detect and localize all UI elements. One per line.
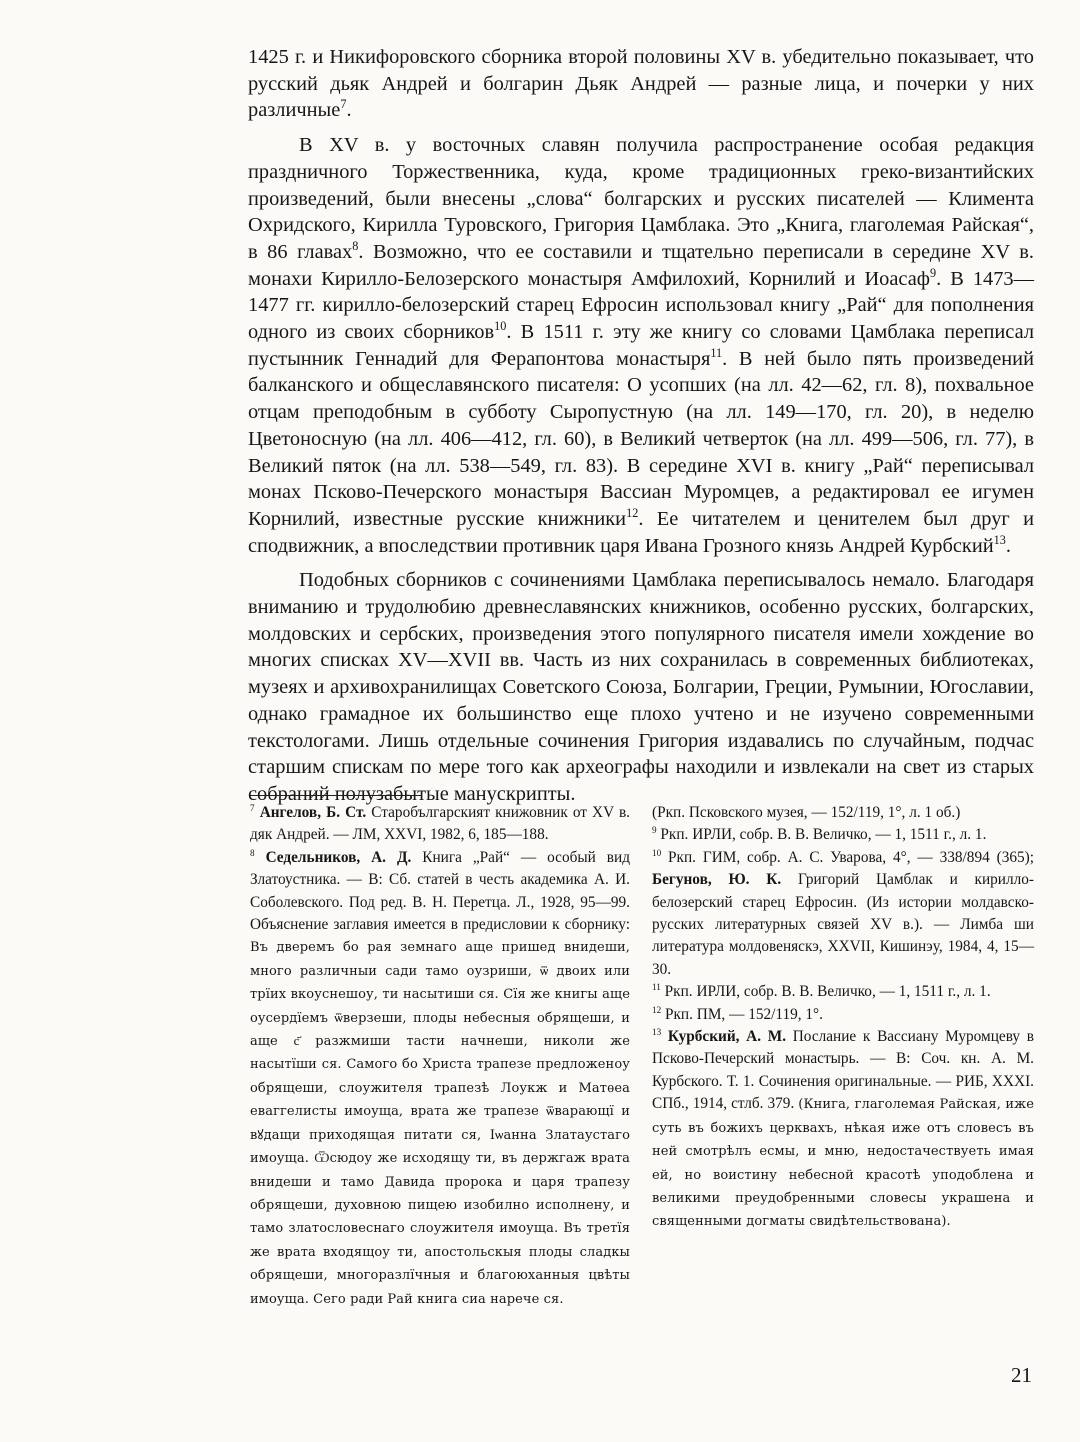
footnote-ref-13[interactable]: 13 <box>993 532 1006 547</box>
footnote-divider <box>250 795 422 796</box>
main-text <box>248 44 1034 808</box>
church-slavonic-quote: Въ дверемъ бо рая земнаго аще пришед внидеши, много различныи сади тамо оузриши, ѿ двоих или трїих вкоуснешоу, ти насытиши ся. Сїя же книгы аще оусердїемъ ѿверзеши, плоды небесныя обрящеши, и аще с҃ разжмиши тасти начнеши, николи же насытїши ся. Самого бо Христа трапезе предложеноу обрящеши, слоужителя трапезѣ Лоукж и Матѳеа еваггелисты имоуща, врата же трапезе ѿварающї и вꙋдащи приходящая питати ся, Іѡанна Златаустаго имоуща. Ѿсюдоу же исходящу ти, въ держгаж врата внидеши и тамо Давида пророка и царя трапезу обрящеши, духовною пищею изобилно исполнену, и тамо златословеснаго слоужителя имоуща. Въ третїя же врата входящоу ти, апостольскыя плоды сладкы обрящеши, многоразлїчныя и благоюханныя цвѣты имоуща. Сего ради Рай книга сиа нарече ся. <box>250 940 630 1307</box>
footnote-ref-12[interactable]: 12 <box>626 506 639 521</box>
footnote-ref-9[interactable]: 9 <box>930 265 937 280</box>
footnote-10: $^{10}$ Ркп. ГИМ, собр. А. С. Уварова, 4°, — 338/894 (365); Бегунов, Ю. К. Григорий Цамблак и кирилло-белозерский старец Ефросин. (Из истории молдавско-русских литературных связей XV в.). — Лимба ши литература молдовеняскэ, XXVII, Кишинэу, 1984, 4, 15—30. <box>652 847 1034 978</box>
page-number: 21 <box>1011 1363 1032 1387</box>
footnote-author: Ангелов, Б. Ст. <box>259 804 367 821</box>
footnote-ref-10[interactable]: 10 <box>494 319 507 334</box>
footnotes-left-column <box>250 802 630 1311</box>
footnote-ref-8[interactable]: 8 <box>352 239 359 254</box>
paragraph-2: В XV в. у восточных славян получила распространение особая редакция праздничного Торжественника, куда, кроме традиционных греко-византийских произведений, были внесены „слова“ болгарских и русских писателей — Климента Охридского, Кирилла Туровского, Григория Цамблака. Это „Книга, глаголемая Райская“, в 86 главах$^8$. Возможно, что ее составили и тщательно переписали в середине XV в. монахи Кирилло-Белозерского монастыря Амфилохий, Корнилий и Иоасаф$^9$. В 1473—1477 гг. кирилло-белозерский старец Ефросин использовал книгу „Рай“ для пополнения одного из своих сборников$^{10}$. В 1511 г. эту же книгу со словами Цамблака переписал пустынник Геннадий для Ферапонтова монастыря$^{11}$. В ней было пять произведений балканского и общеславянского писателя: О усопших (на лл. 42—62, гл. 8), похвальное отцам преподобным в субботу Сыропустную (на лл. 149—170, гл. 20), в неделю Цветоносную (на лл. 406—412, гл. 60), в Великий четверток (на лл. 499—506, гл. 77), в Великий пяток (на лл. 538—549, гл. 83). В середине XVI в. книгу „Рай“ переписывал монах Псково-Печерского монастыря Вассиан Муромцев, а редактировал ее игумен Корнилий, известные русские книжники$^{12}$. Ее читателем и ценителем был друг и сподвижник, а впоследствии противник царя Ивана Грозного князь Андрей Курбский$^{13}$. <box>248 134 1035 557</box>
footnote-author: Курбский, А. М. <box>667 1028 787 1046</box>
footnote-13: $^{13}$ Курбский, А. М. Послание к Вассиану Муромцеву в Псково-Печерский монастырь. — В: Соч. кн. А. М. Курбского. Т. 1. Сочинения оригинальные. — РИБ, XXXI. СПб., 1914, стлб. 379. (Книга, глаголемая Райская, иже суть въ божихъ церквахъ, нѣкая иже отъ словесъ въ ней смотрѣлъ есмы, и мню, недостачествуеть имая ей, но воистину небесной красотѣ уподоблена и великими преудобренными словесы украшена и священными догматы свидѣтельствована). <box>652 1026 1034 1230</box>
footnote-ref-7[interactable]: 7 <box>340 97 347 112</box>
footnote-author: Седельников, А. Д. <box>265 848 412 866</box>
footnote-8-continued: (Ркп. Псковского музея, — 152/119, 1°, л. 1 об.) <box>652 804 961 821</box>
footnote-9: $^9$ Ркп. ИРЛИ, собр. В. В. Величко, — 1, 1511 г., л. 1. <box>652 825 987 844</box>
footnote-8: $^8$ Седельников, А. Д. Книга „Рай“ — особый вид Златоустника. — В: Сб. статей в честь академика А. И. Соболевского. Под ред. В. Н. Перетца. Л., 1928, 95—99. Объяснение заглавия имеется в предисловии к сборнику: Въ дверемъ бо рая земнаго аще пришед внидеши, много различныи сади тамо оузриши, ѿ двоих или трїих вкоуснешоу, ти насытиши ся. Сїя же книгы аще оусердїемъ ѿверзеши, плоды небесныя обрящеши, и аще с҃ разжмиши тасти начнеши, николи же насытїши ся. Самого бо Христа трапезе предложеноу обрящеши, слоужителя трапезѣ Лоукж и Матѳеа еваггелисты имоуща, врата же трапезе ѿварающї и вꙋдащи приходящая питати ся, Іѡанна Златаустаго имоуща. Ѿсюдоу же исходящу ти, въ держгаж врата внидеши и тамо Давида пророка и царя трапезу обрящеши, духовною пищею изобилно исполнену, и тамо златословеснаго слоужителя имоуща. Въ третїя же врата входящоу ти, апостольскыя плоды сладкы обрящеши, многоразлїчныя и благоюханныя цвѣты имоуща. Сего ради Рай книга сиа нарече ся. <box>250 847 631 1307</box>
paragraph-3: Подобных сборников с сочинениями Цамблака переписывалось немало. Благодаря вниманию и трудолюбию древнеславянских книжников, особенно русских, болгарских, молдовских и сербских, произведения этого популярного писателя имели хождение во многих списках XV—XVII вв. Часть из них сохранилась в современных библиотеках, музеях и архивохранилищах Советского Союза, Болгарии, Греции, Румынии, Югославии, однако грамадное их большинство еще плохо учтено и не изучено современными текстологами. Лишь отдельные сочинения Григория издавались по случайным, подчас старшим спискам по мере того как археографы находили и извлекали на свет из старых собраний полузабытые манускрипты. <box>248 569 1034 805</box>
footnote-7: $^7$ Ангелов, Б. Ст. Старобългарският книжовник от XV в. дяк Андрей. — ЛМ, XXVI, 1982, 6, 185—188. <box>250 802 631 844</box>
footnote-12: $^{12}$ Ркп. ПМ, — 152/119, 1°. <box>652 1004 823 1023</box>
paragraph-1: 1425 г. и Никифоровского сборника второй половины XV в. убедительно показывает, что русский дьяк Андрей и болгарин Дьяк Андрей — разные лица, и почерки у них различные$^7$. <box>248 46 1034 122</box>
footnote-author: Бегунов, Ю. К. <box>652 871 782 889</box>
footnote-11: $^{11}$ Ркп. ИРЛИ, собр. В. В. Величко, — 1, 1511 г., л. 1. <box>652 982 991 1001</box>
footnotes-right-column <box>652 802 1034 1234</box>
church-slavonic-quote: (Книга, глаголемая Райская, иже суть въ божихъ церквахъ, нѣкая иже отъ словесъ въ ней смотрѣлъ есмы, и мню, недостачествуеть имая ей, но воистину небесной красотѣ уподоблена и великими преудобренными словесы украшена и священными догматы свидѣтельствована). <box>652 1097 1034 1230</box>
footnote-ref-11[interactable]: 11 <box>710 345 723 360</box>
